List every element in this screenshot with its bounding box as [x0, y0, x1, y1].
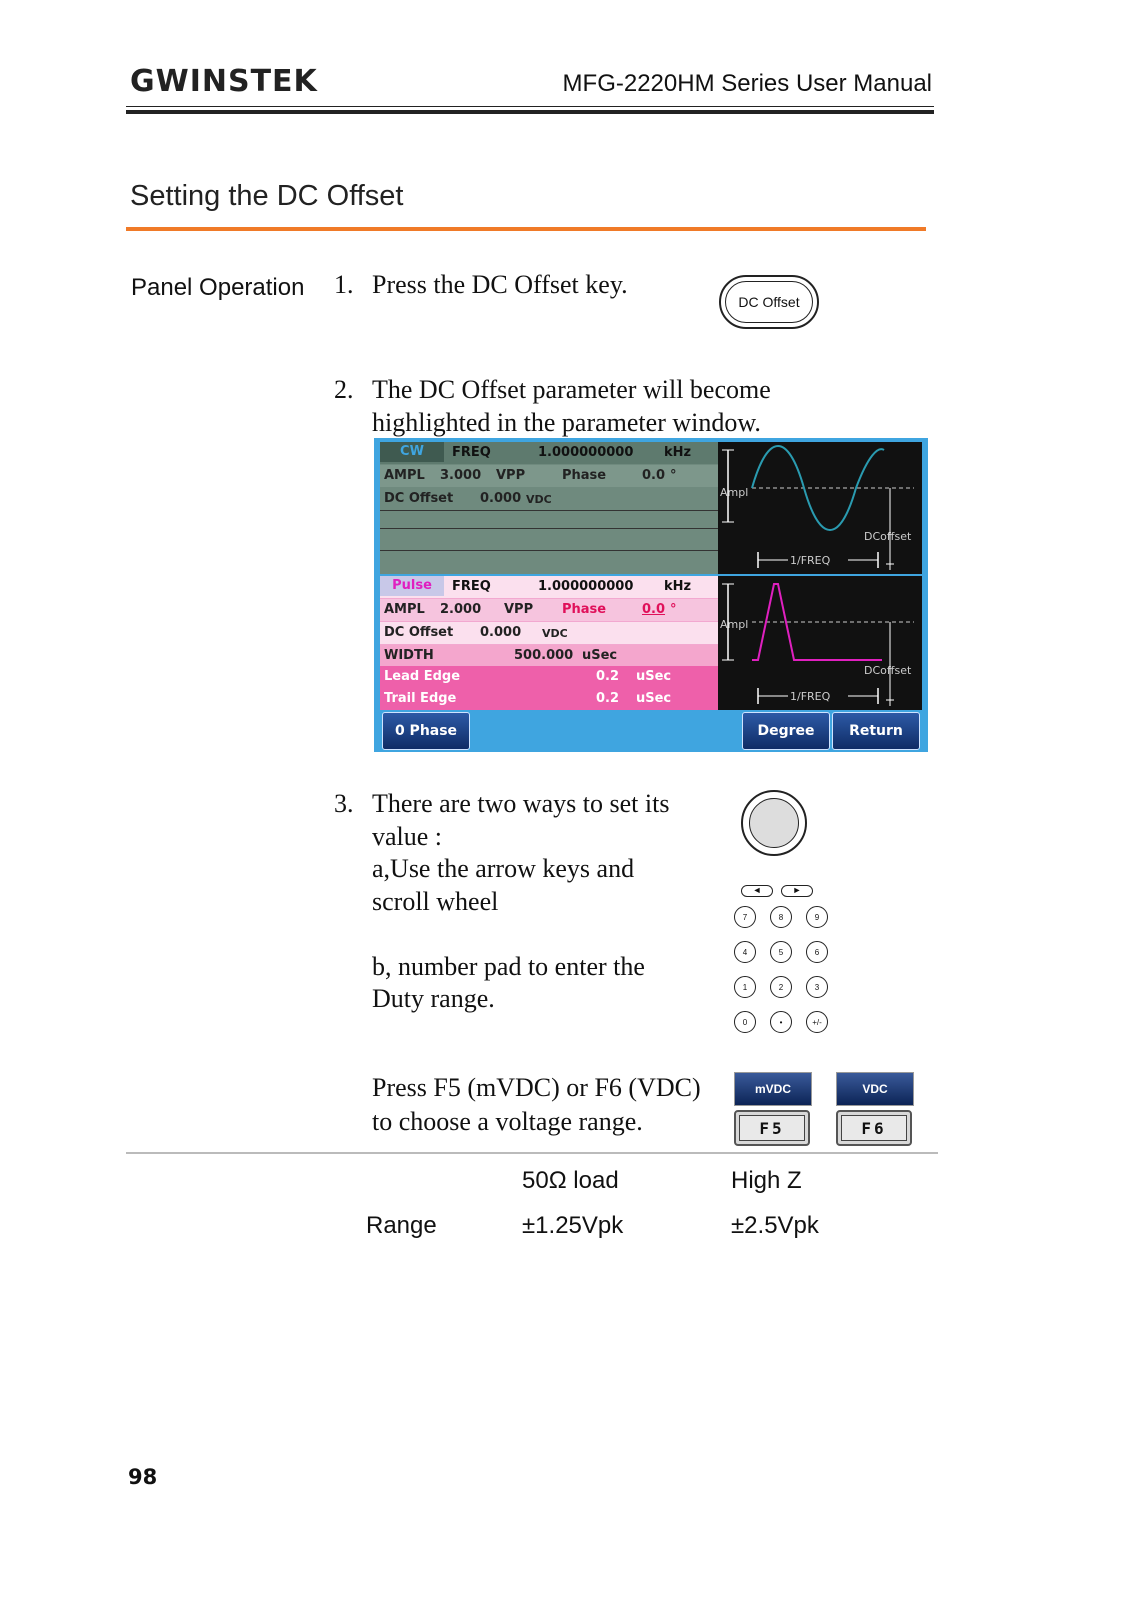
ch2-phase-label: Phase: [562, 602, 607, 617]
key-1[interactable]: 1: [734, 976, 756, 998]
ch1-sine-wave-graphic: [718, 442, 922, 574]
ch1-ampl-label: AMPL: [384, 468, 425, 483]
left-arrow-key[interactable]: ◄: [741, 885, 773, 897]
page-number: 98: [128, 1465, 158, 1489]
manual-title: MFG-2220HM Series User Manual: [562, 70, 932, 97]
ch1-ampl-row: [380, 465, 718, 487]
header-rule: [126, 110, 934, 114]
ch2-width-label: WIDTH: [384, 648, 434, 663]
ch1-mode-tag: CW: [380, 442, 444, 462]
ch2-freq-row: [380, 576, 718, 598]
ch1-freq-unit: kHz: [664, 445, 692, 460]
ch2-trail-edge-row: [380, 688, 718, 710]
ch1-ampl-value: 3.000: [440, 468, 482, 483]
degree-softkey[interactable]: Degree: [742, 712, 830, 750]
ch2-waveform-display: [718, 576, 922, 710]
ch1-phase-value: 0.0: [642, 468, 666, 483]
step-3-line5: b, number pad to enter the: [372, 952, 645, 981]
scroll-wheel-center: [749, 798, 799, 848]
step-3-number: 3.: [334, 789, 354, 818]
key-decimal[interactable]: •: [770, 1011, 792, 1033]
ch2-phase-unit: °: [670, 602, 677, 617]
ch2-lead-edge-row: [380, 666, 718, 688]
ch2-dc-value: 0.000: [480, 625, 522, 640]
ch2-dcoffset-label-wave: DCoffset: [864, 664, 912, 677]
ch1-ampl-label-wave: Ampl: [720, 486, 749, 499]
ch2-freq-value: 1.000000000: [538, 579, 634, 594]
ch1-dc-unit: VDC: [526, 493, 552, 506]
table-row-label: Range: [366, 1212, 437, 1239]
key-0[interactable]: 0: [734, 1011, 756, 1033]
step-3-line2: value :: [372, 822, 443, 851]
right-arrow-key[interactable]: ►: [781, 885, 813, 897]
scroll-wheel[interactable]: [741, 790, 807, 856]
step-2-number: 2.: [334, 375, 354, 404]
ch2-parameter-panel: [380, 576, 718, 710]
table-cell-50ohm: ±1.25Vpk: [522, 1212, 624, 1239]
ch2-ampl-value: 2.000: [440, 602, 482, 617]
table-cell-highz: ±2.5Vpk: [731, 1212, 819, 1239]
step-3-line3: a,Use the arrow keys and: [372, 854, 635, 883]
ch1-parameter-panel: [380, 442, 718, 574]
key-3[interactable]: 3: [806, 976, 828, 998]
step-1-text: Press the DC Offset key.: [372, 270, 628, 299]
ch2-width-unit: uSec: [582, 648, 618, 663]
table-header-50ohm: 50Ω load: [522, 1167, 619, 1194]
step-1-number: 1.: [334, 270, 354, 299]
section-rule: [126, 227, 926, 231]
ch2-ampl-row: [380, 599, 718, 621]
ch2-mode-tag: Pulse: [380, 576, 444, 596]
ch2-lead-value: 0.2: [596, 669, 620, 684]
key-5[interactable]: 5: [770, 941, 792, 963]
ch2-width-value: 500.000: [514, 648, 574, 663]
step-2-line2: highlighted in the parameter window.: [372, 408, 761, 437]
ch2-trail-unit: uSec: [636, 691, 672, 706]
ch2-ampl-unit: VPP: [504, 602, 534, 617]
dc-offset-key-label: DC Offset: [725, 281, 813, 323]
key-7[interactable]: 7: [734, 906, 756, 928]
key-8[interactable]: 8: [770, 906, 792, 928]
ch2-freq-label: FREQ: [452, 579, 491, 594]
ch2-lead-unit: uSec: [636, 669, 672, 684]
ch1-dc-value: 0.000: [480, 491, 522, 506]
table-header-highz: High Z: [731, 1167, 802, 1194]
ch2-pulse-wave-graphic: [718, 576, 922, 710]
key-9[interactable]: 9: [806, 906, 828, 928]
step-3-line6: Duty range.: [372, 984, 495, 1013]
f6-key[interactable]: [836, 1110, 912, 1146]
ch1-freq-label-wave: 1/FREQ: [790, 554, 831, 567]
mvdc-softkey[interactable]: mVDC: [734, 1072, 812, 1106]
ch1-phase-label: Phase: [562, 468, 607, 483]
key-2[interactable]: 2: [770, 976, 792, 998]
ch2-freq-unit: kHz: [664, 579, 692, 594]
f6-key-label: F6: [841, 1115, 907, 1141]
ch2-lead-label: Lead Edge: [384, 669, 461, 684]
ch2-dc-label: DC Offset: [384, 625, 454, 640]
f5-key-label: F5: [739, 1115, 805, 1141]
press-f-line1: Press F5 (mVDC) or F6 (VDC): [372, 1073, 701, 1102]
ch1-dc-offset-row: [380, 488, 718, 511]
ch1-phase-unit: °: [670, 468, 677, 483]
ch1-dc-label: DC Offset: [384, 491, 454, 506]
ch1-waveform-display: [718, 442, 922, 574]
key-6[interactable]: 6: [806, 941, 828, 963]
ch2-trail-value: 0.2: [596, 691, 620, 706]
table-top-rule: [126, 1152, 938, 1154]
f5-key[interactable]: [734, 1110, 810, 1146]
ch2-dc-unit: VDC: [542, 627, 568, 640]
ch2-ampl-label: AMPL: [384, 602, 425, 617]
key-plus-minus[interactable]: +/-: [806, 1011, 828, 1033]
ch1-dcoffset-label-wave: DCoffset: [864, 530, 912, 543]
parameter-window-screenshot: [374, 438, 928, 752]
ch1-freq-row: [380, 442, 718, 464]
ch2-width-row: [380, 645, 718, 667]
key-4[interactable]: 4: [734, 941, 756, 963]
step-2-line1: The DC Offset parameter will become: [372, 375, 771, 404]
ch1-freq-label: FREQ: [452, 445, 491, 460]
zero-phase-softkey[interactable]: 0 Phase: [382, 712, 470, 750]
header-rule-thin: [126, 106, 934, 107]
section-title: Setting the DC Offset: [130, 180, 404, 212]
ch2-trail-label: Trail Edge: [384, 691, 457, 706]
press-f-line2: to choose a voltage range.: [372, 1107, 643, 1136]
ch2-phase-value: 0.0: [642, 602, 666, 617]
step-3-line1: There are two ways to set its: [372, 789, 670, 818]
brand-logo: GWINSTEK: [130, 64, 318, 99]
ch2-freq-label-wave: 1/FREQ: [790, 690, 831, 703]
step-3-line4: scroll wheel: [372, 887, 499, 916]
ch1-freq-value: 1.000000000: [538, 445, 634, 460]
dc-offset-key[interactable]: [719, 275, 819, 329]
ch1-ampl-unit: VPP: [496, 468, 526, 483]
side-heading: Panel Operation: [131, 274, 305, 301]
vdc-softkey[interactable]: VDC: [836, 1072, 914, 1106]
ch2-ampl-label-wave: Ampl: [720, 618, 749, 631]
return-softkey[interactable]: Return: [832, 712, 920, 750]
ch2-dc-offset-row: [380, 622, 718, 644]
